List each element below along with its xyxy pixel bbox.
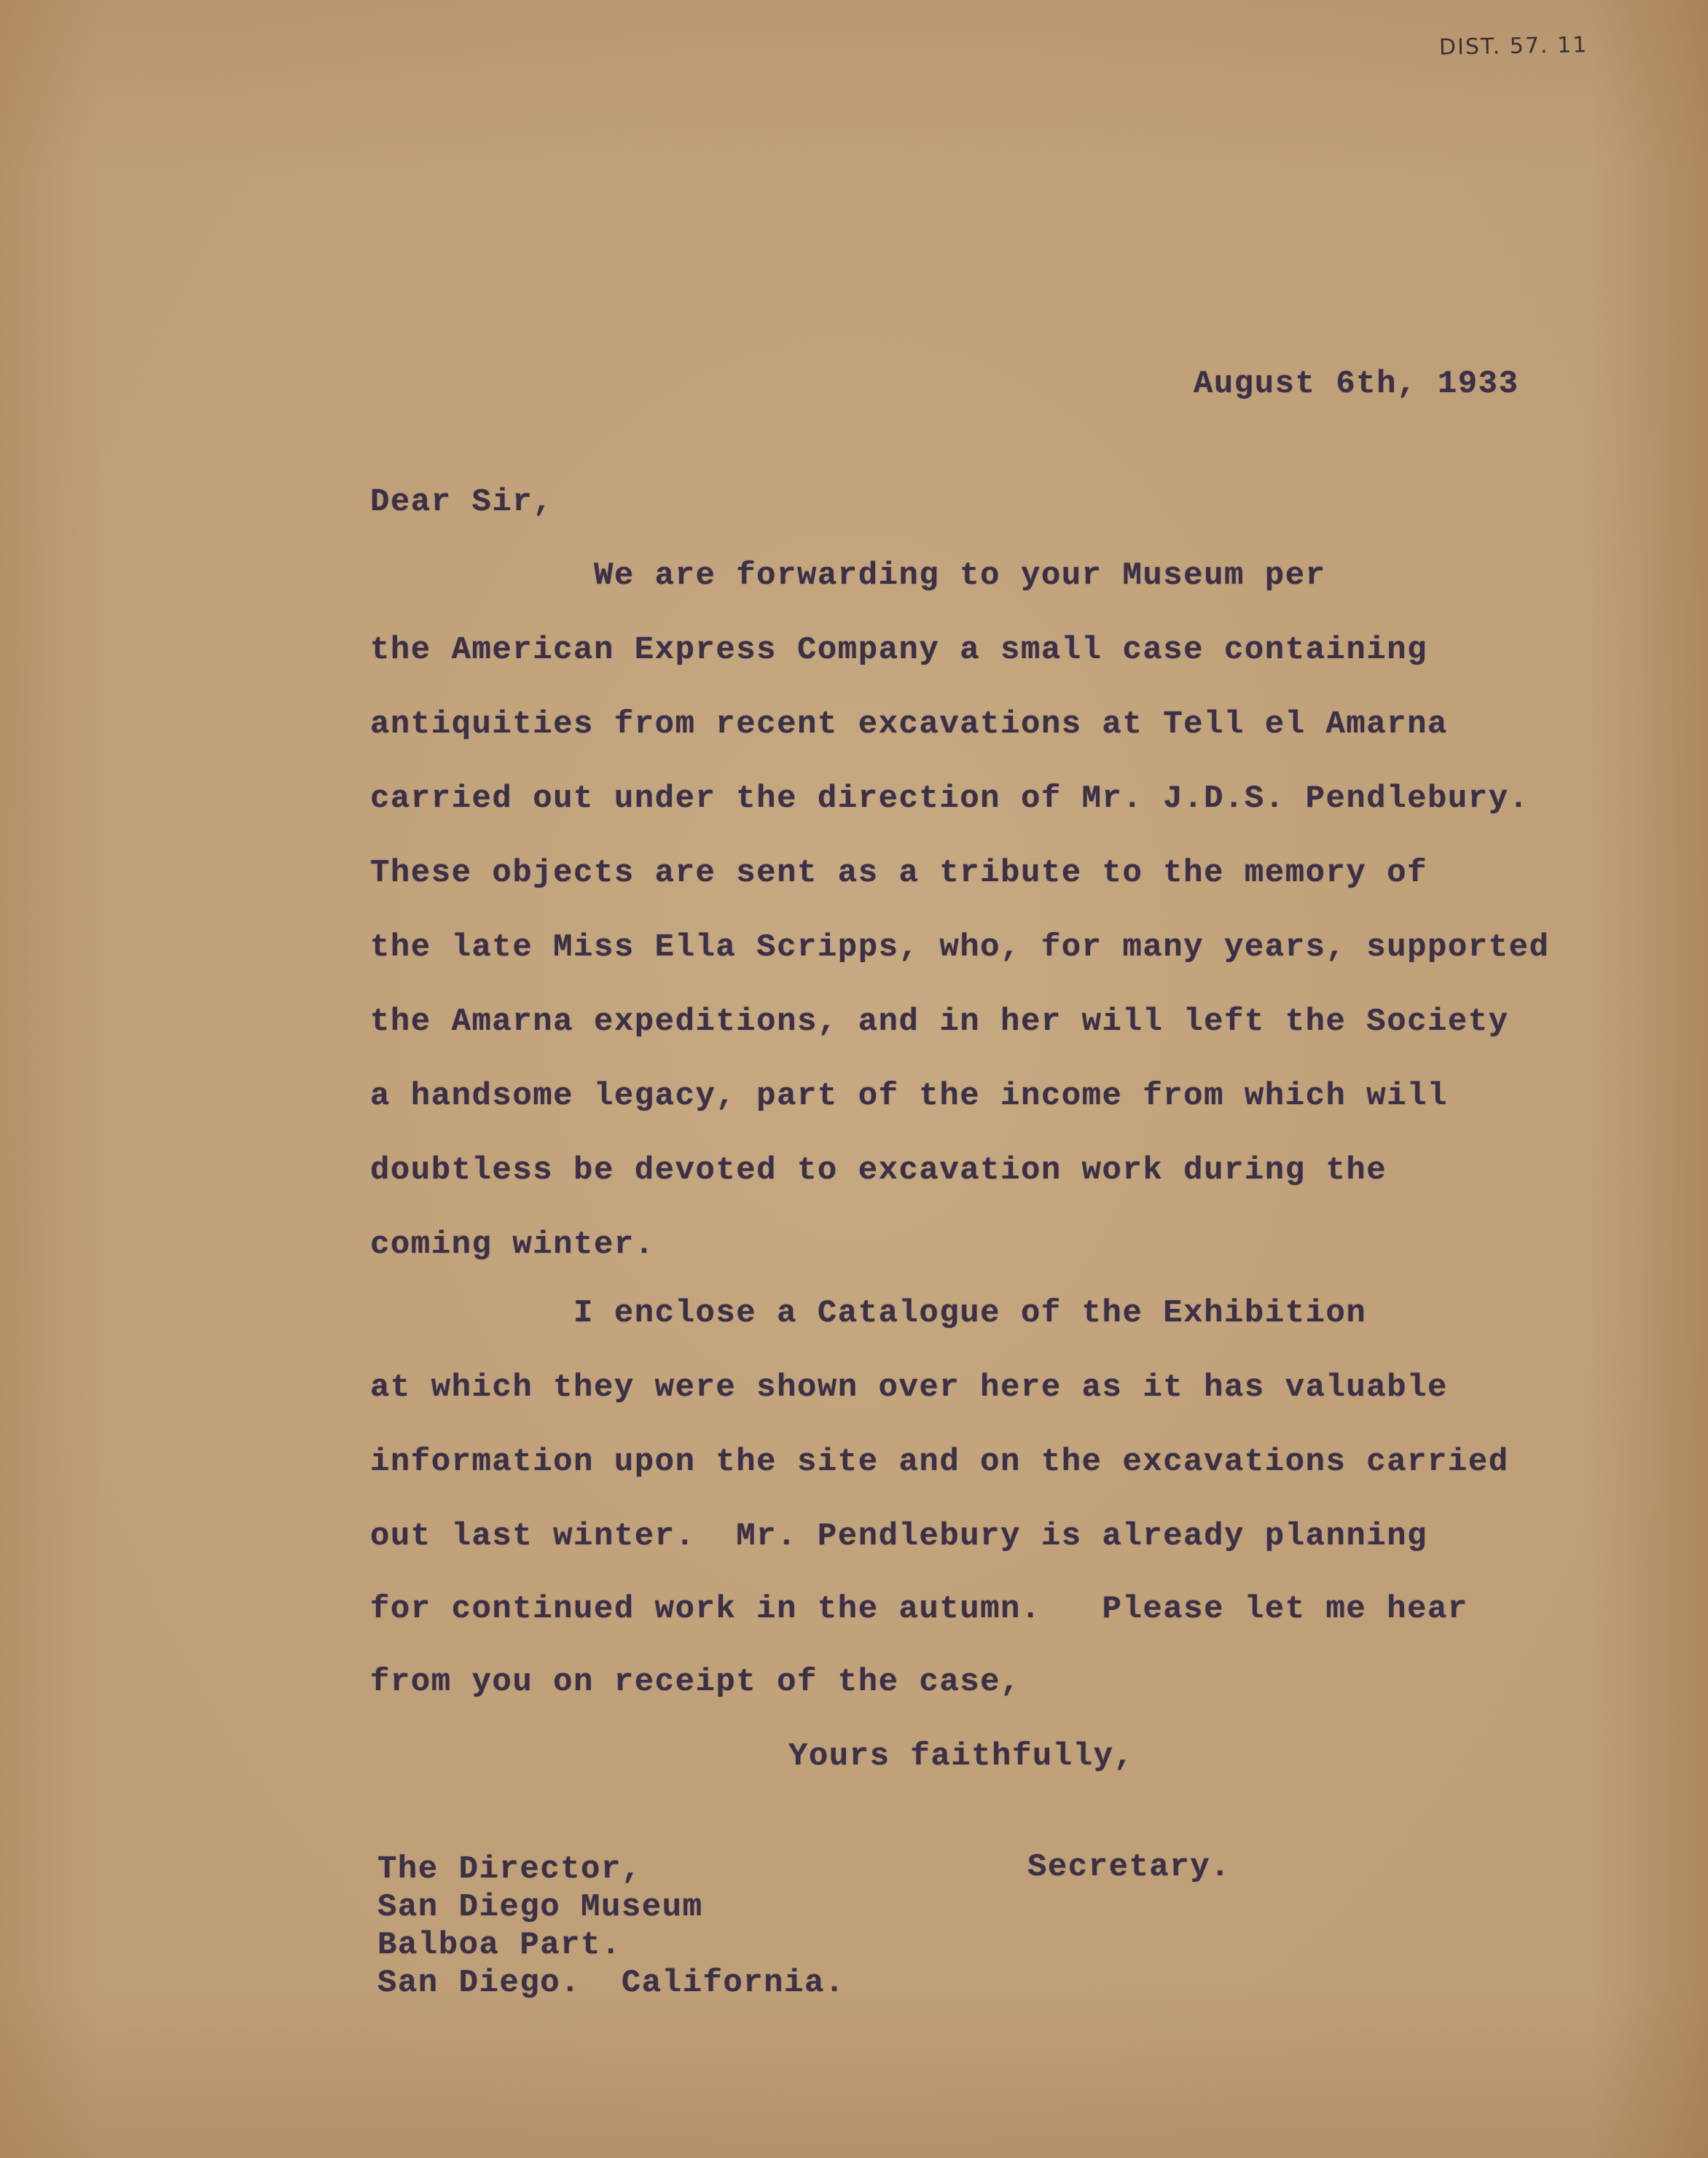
body-line: information upon the site and on the excavations carried xyxy=(370,1444,1509,1480)
closing: Yours faithfully, xyxy=(788,1738,1135,1775)
body-line: antiquities from recent excavations at Tell el Amarna xyxy=(370,706,1448,743)
body-line: at which they were shown over here as it has valuable xyxy=(370,1369,1448,1406)
letter-date: August 6th, 1933 xyxy=(1194,366,1519,402)
address-line: San Diego. California. xyxy=(377,1965,845,2001)
body-line: doubtless be devoted to excavation work during the xyxy=(370,1152,1387,1189)
body-line: for continued work in the autumn. Please let me hear xyxy=(370,1591,1468,1627)
archive-mark: DIST. 57. 11 xyxy=(1438,32,1588,60)
body-line: carried out under the direction of Mr. J.D.S. Pendlebury. xyxy=(370,781,1529,817)
address-line: San Diego Museum xyxy=(377,1889,703,1926)
body-line: coming winter. xyxy=(370,1227,655,1263)
signature-title: Secretary. xyxy=(1027,1849,1231,1885)
address-line: The Director, xyxy=(377,1851,642,1888)
body-line: from you on receipt of the case, xyxy=(370,1664,1021,1700)
body-line: out last winter. Mr. Pendlebury is already planning xyxy=(370,1518,1428,1555)
body-line: I enclose a Catalogue of the Exhibition xyxy=(370,1295,1367,1332)
body-line: We are forwarding to your Museum per xyxy=(370,558,1326,594)
body-line: the late Miss Ella Scripps, who, for many years, supported xyxy=(370,929,1550,966)
salutation: Dear Sir, xyxy=(370,484,554,520)
address-line: Balboa Part. xyxy=(377,1927,622,1963)
body-line: a handsome legacy, part of the income from which will xyxy=(370,1078,1448,1114)
body-line: the American Express Company a small case containing xyxy=(370,632,1428,668)
body-line: These objects are sent as a tribute to the memory of xyxy=(370,855,1428,891)
body-line: the Amarna expeditions, and in her will left the Society xyxy=(370,1004,1509,1040)
